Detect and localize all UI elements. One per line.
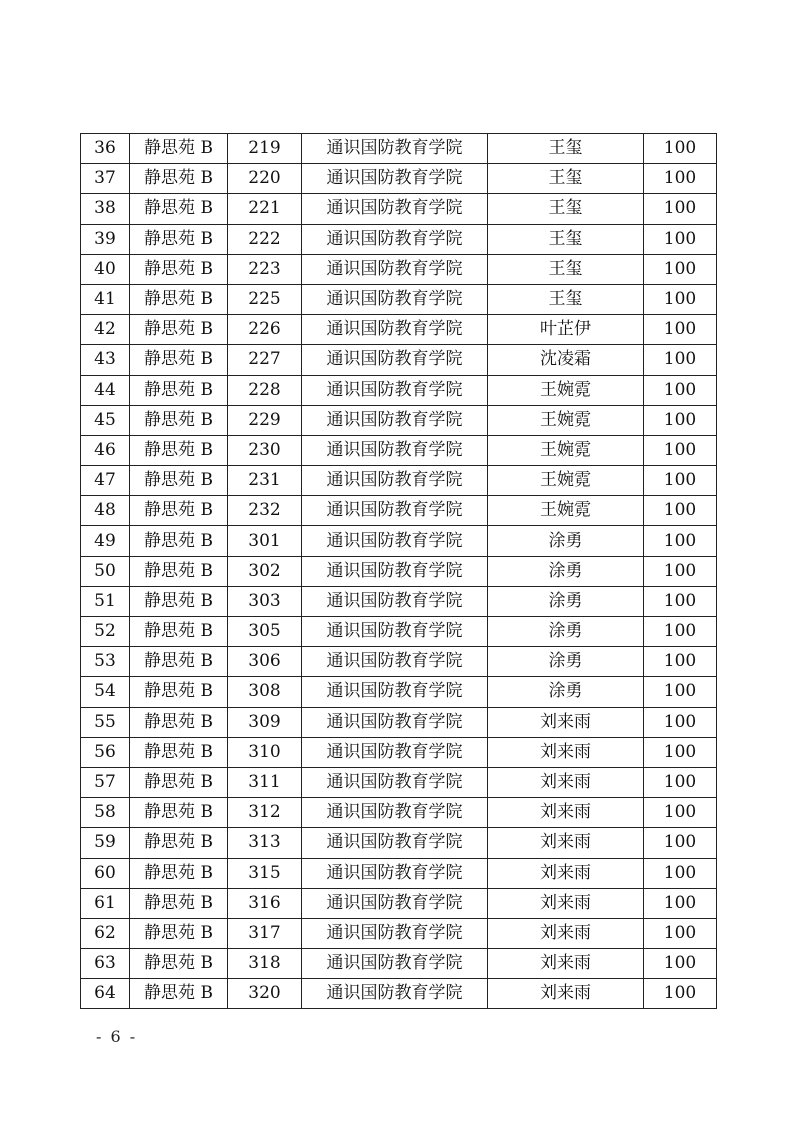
row-number-cell: 54 (81, 677, 130, 707)
table-row (81, 345, 717, 375)
room-number-cell: 313 (228, 828, 302, 858)
college-cell: 通识国防教育学院 (302, 254, 488, 284)
student-name-cell: 王婉霓 (488, 375, 644, 405)
student-name-cell: 刘来雨 (488, 918, 644, 948)
building-cell: 静思苑 B (130, 858, 228, 888)
table-row (81, 496, 717, 526)
college-cell: 通识国防教育学院 (302, 979, 488, 1009)
student-name-cell: 涂勇 (488, 526, 644, 556)
table-row (81, 435, 717, 465)
table-row (81, 677, 717, 707)
score-cell: 100 (644, 949, 717, 979)
student-name-cell: 沈凌霜 (488, 345, 644, 375)
building-cell: 静思苑 B (130, 586, 228, 616)
building-cell: 静思苑 B (130, 556, 228, 586)
building-cell: 静思苑 B (130, 466, 228, 496)
room-number-cell: 220 (228, 164, 302, 194)
student-name-cell: 王婉霓 (488, 496, 644, 526)
row-number-cell: 36 (81, 134, 130, 164)
dormitory-score-table (80, 133, 717, 1009)
room-number-cell: 231 (228, 466, 302, 496)
building-cell: 静思苑 B (130, 617, 228, 647)
room-number-cell: 230 (228, 435, 302, 465)
row-number-cell: 47 (81, 466, 130, 496)
room-number-cell: 315 (228, 858, 302, 888)
score-cell: 100 (644, 375, 717, 405)
building-cell: 静思苑 B (130, 224, 228, 254)
college-cell: 通识国防教育学院 (302, 858, 488, 888)
student-name-cell: 王婉霓 (488, 435, 644, 465)
building-cell: 静思苑 B (130, 194, 228, 224)
room-number-cell: 320 (228, 979, 302, 1009)
student-name-cell: 刘来雨 (488, 828, 644, 858)
college-cell: 通识国防教育学院 (302, 375, 488, 405)
row-number-cell: 46 (81, 435, 130, 465)
college-cell: 通识国防教育学院 (302, 435, 488, 465)
table-row (81, 707, 717, 737)
row-number-cell: 53 (81, 647, 130, 677)
room-number-cell: 227 (228, 345, 302, 375)
building-cell: 静思苑 B (130, 405, 228, 435)
room-number-cell: 228 (228, 375, 302, 405)
building-cell: 静思苑 B (130, 677, 228, 707)
college-cell: 通识国防教育学院 (302, 737, 488, 767)
building-cell: 静思苑 B (130, 435, 228, 465)
room-number-cell: 301 (228, 526, 302, 556)
college-cell: 通识国防教育学院 (302, 496, 488, 526)
score-cell: 100 (644, 496, 717, 526)
building-cell: 静思苑 B (130, 315, 228, 345)
score-cell: 100 (644, 888, 717, 918)
table-row (81, 134, 717, 164)
table-row (81, 526, 717, 556)
room-number-cell: 221 (228, 194, 302, 224)
table-row (81, 556, 717, 586)
room-number-cell: 219 (228, 134, 302, 164)
table-row (81, 767, 717, 797)
college-cell: 通识国防教育学院 (302, 194, 488, 224)
row-number-cell: 42 (81, 315, 130, 345)
table-row (81, 254, 717, 284)
score-cell: 100 (644, 194, 717, 224)
table-row (81, 737, 717, 767)
building-cell: 静思苑 B (130, 496, 228, 526)
building-cell: 静思苑 B (130, 345, 228, 375)
student-name-cell: 王玺 (488, 194, 644, 224)
room-number-cell: 303 (228, 586, 302, 616)
college-cell: 通识国防教育学院 (302, 647, 488, 677)
score-cell: 100 (644, 858, 717, 888)
room-number-cell: 312 (228, 798, 302, 828)
student-name-cell: 涂勇 (488, 647, 644, 677)
student-name-cell: 叶芷伊 (488, 315, 644, 345)
table-row (81, 315, 717, 345)
score-cell: 100 (644, 707, 717, 737)
score-cell: 100 (644, 315, 717, 345)
score-cell: 100 (644, 466, 717, 496)
college-cell: 通识国防教育学院 (302, 586, 488, 616)
college-cell: 通识国防教育学院 (302, 617, 488, 647)
row-number-cell: 49 (81, 526, 130, 556)
table-row (81, 194, 717, 224)
student-name-cell: 刘来雨 (488, 949, 644, 979)
row-number-cell: 56 (81, 737, 130, 767)
student-name-cell: 涂勇 (488, 617, 644, 647)
student-name-cell: 王玺 (488, 224, 644, 254)
student-name-cell: 刘来雨 (488, 707, 644, 737)
college-cell: 通识国防教育学院 (302, 918, 488, 948)
student-name-cell: 涂勇 (488, 586, 644, 616)
row-number-cell: 59 (81, 828, 130, 858)
room-number-cell: 223 (228, 254, 302, 284)
building-cell: 静思苑 B (130, 375, 228, 405)
building-cell: 静思苑 B (130, 737, 228, 767)
college-cell: 通识国防教育学院 (302, 767, 488, 797)
building-cell: 静思苑 B (130, 707, 228, 737)
row-number-cell: 58 (81, 798, 130, 828)
building-cell: 静思苑 B (130, 254, 228, 284)
room-number-cell: 229 (228, 405, 302, 435)
table-row (81, 798, 717, 828)
score-cell: 100 (644, 164, 717, 194)
row-number-cell: 44 (81, 375, 130, 405)
student-name-cell: 刘来雨 (488, 888, 644, 918)
college-cell: 通识国防教育学院 (302, 164, 488, 194)
college-cell: 通识国防教育学院 (302, 828, 488, 858)
student-name-cell: 王玺 (488, 284, 644, 314)
table-row (81, 918, 717, 948)
row-number-cell: 61 (81, 888, 130, 918)
student-name-cell: 王玺 (488, 134, 644, 164)
score-cell: 100 (644, 134, 717, 164)
room-number-cell: 225 (228, 284, 302, 314)
table-row (81, 979, 717, 1009)
student-name-cell: 王婉霓 (488, 405, 644, 435)
building-cell: 静思苑 B (130, 284, 228, 314)
score-cell: 100 (644, 767, 717, 797)
college-cell: 通识国防教育学院 (302, 466, 488, 496)
score-cell: 100 (644, 284, 717, 314)
building-cell: 静思苑 B (130, 918, 228, 948)
row-number-cell: 45 (81, 405, 130, 435)
room-number-cell: 309 (228, 707, 302, 737)
row-number-cell: 50 (81, 556, 130, 586)
table-row (81, 284, 717, 314)
college-cell: 通识国防教育学院 (302, 345, 488, 375)
score-cell: 100 (644, 918, 717, 948)
student-name-cell: 刘来雨 (488, 767, 644, 797)
room-number-cell: 306 (228, 647, 302, 677)
table-row (81, 586, 717, 616)
row-number-cell: 63 (81, 949, 130, 979)
table-row (81, 617, 717, 647)
room-number-cell: 318 (228, 949, 302, 979)
table-row (81, 949, 717, 979)
score-cell: 100 (644, 617, 717, 647)
row-number-cell: 38 (81, 194, 130, 224)
row-number-cell: 62 (81, 918, 130, 948)
score-cell: 100 (644, 647, 717, 677)
row-number-cell: 48 (81, 496, 130, 526)
room-number-cell: 317 (228, 918, 302, 948)
college-cell: 通识国防教育学院 (302, 888, 488, 918)
score-cell: 100 (644, 677, 717, 707)
building-cell: 静思苑 B (130, 828, 228, 858)
student-name-cell: 涂勇 (488, 677, 644, 707)
student-name-cell: 刘来雨 (488, 979, 644, 1009)
room-number-cell: 310 (228, 737, 302, 767)
room-number-cell: 232 (228, 496, 302, 526)
score-cell: 100 (644, 435, 717, 465)
college-cell: 通识国防教育学院 (302, 556, 488, 586)
row-number-cell: 52 (81, 617, 130, 647)
score-cell: 100 (644, 979, 717, 1009)
table-body (81, 134, 717, 1009)
score-cell: 100 (644, 254, 717, 284)
room-number-cell: 302 (228, 556, 302, 586)
table-row (81, 224, 717, 254)
building-cell: 静思苑 B (130, 767, 228, 797)
row-number-cell: 57 (81, 767, 130, 797)
room-number-cell: 311 (228, 767, 302, 797)
student-name-cell: 王玺 (488, 164, 644, 194)
building-cell: 静思苑 B (130, 888, 228, 918)
score-cell: 100 (644, 586, 717, 616)
score-cell: 100 (644, 798, 717, 828)
score-cell: 100 (644, 526, 717, 556)
college-cell: 通识国防教育学院 (302, 134, 488, 164)
score-cell: 100 (644, 828, 717, 858)
row-number-cell: 37 (81, 164, 130, 194)
college-cell: 通识国防教育学院 (302, 224, 488, 254)
table-row (81, 828, 717, 858)
score-cell: 100 (644, 224, 717, 254)
page-number: - 6 - (96, 1027, 138, 1046)
table-row (81, 647, 717, 677)
college-cell: 通识国防教育学院 (302, 284, 488, 314)
student-name-cell: 刘来雨 (488, 858, 644, 888)
building-cell: 静思苑 B (130, 949, 228, 979)
room-number-cell: 222 (228, 224, 302, 254)
table-row (81, 888, 717, 918)
row-number-cell: 43 (81, 345, 130, 375)
student-name-cell: 刘来雨 (488, 798, 644, 828)
student-name-cell: 王玺 (488, 254, 644, 284)
table-row (81, 466, 717, 496)
room-number-cell: 308 (228, 677, 302, 707)
building-cell: 静思苑 B (130, 134, 228, 164)
row-number-cell: 39 (81, 224, 130, 254)
student-name-cell: 刘来雨 (488, 737, 644, 767)
building-cell: 静思苑 B (130, 979, 228, 1009)
building-cell: 静思苑 B (130, 647, 228, 677)
building-cell: 静思苑 B (130, 164, 228, 194)
row-number-cell: 55 (81, 707, 130, 737)
table-row (81, 405, 717, 435)
table-row (81, 858, 717, 888)
student-name-cell: 涂勇 (488, 556, 644, 586)
room-number-cell: 316 (228, 888, 302, 918)
score-cell: 100 (644, 556, 717, 586)
building-cell: 静思苑 B (130, 526, 228, 556)
student-name-cell: 王婉霓 (488, 466, 644, 496)
row-number-cell: 51 (81, 586, 130, 616)
building-cell: 静思苑 B (130, 798, 228, 828)
college-cell: 通识国防教育学院 (302, 707, 488, 737)
row-number-cell: 40 (81, 254, 130, 284)
row-number-cell: 64 (81, 979, 130, 1009)
row-number-cell: 60 (81, 858, 130, 888)
room-number-cell: 305 (228, 617, 302, 647)
college-cell: 通识国防教育学院 (302, 677, 488, 707)
score-cell: 100 (644, 737, 717, 767)
score-cell: 100 (644, 405, 717, 435)
college-cell: 通识国防教育学院 (302, 405, 488, 435)
college-cell: 通识国防教育学院 (302, 949, 488, 979)
score-cell: 100 (644, 345, 717, 375)
row-number-cell: 41 (81, 284, 130, 314)
table-row (81, 164, 717, 194)
table-row (81, 375, 717, 405)
college-cell: 通识国防教育学院 (302, 315, 488, 345)
college-cell: 通识国防教育学院 (302, 526, 488, 556)
room-number-cell: 226 (228, 315, 302, 345)
college-cell: 通识国防教育学院 (302, 798, 488, 828)
